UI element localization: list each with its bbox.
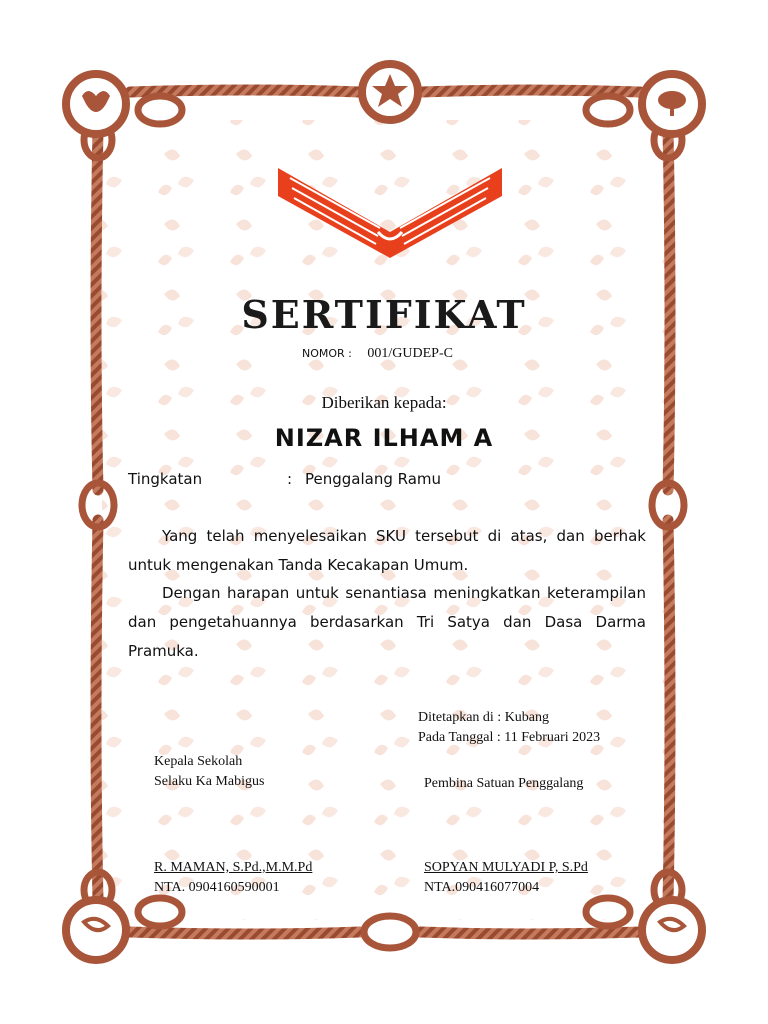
left-role-line-2: Selaku Ka Mabigus <box>154 774 265 789</box>
left-role-line-1: Kepala Sekolah <box>154 754 243 769</box>
tingkatan-value: Penggalang Ramu <box>305 470 442 488</box>
star-icon <box>362 64 418 120</box>
rope-right-lower <box>668 520 670 900</box>
buffalo-head-icon <box>66 74 126 134</box>
knot-icon <box>364 916 416 948</box>
certificate-title: SERTIFIKAT <box>241 292 527 337</box>
left-signatory <box>154 858 312 898</box>
nomor-value: 001/GUDEP-C <box>367 346 453 361</box>
issued-block <box>418 708 600 748</box>
banyan-tree-icon <box>642 74 702 134</box>
issued-place: Ditetapkan di : Kubang <box>418 710 550 725</box>
nomor-label: NOMOR : <box>302 347 352 360</box>
tingkatan-label: Tingkatan <box>128 470 203 488</box>
nomor-row <box>302 346 453 362</box>
given-to-label: Diberikan kepada: <box>321 393 447 412</box>
knot-icon <box>586 96 630 124</box>
right-signatory <box>424 858 588 898</box>
left-signatory-name: R. MAMAN, S.Pd.,M.M.Pd <box>154 860 313 875</box>
right-signatory-nta: NTA.090416077004 <box>424 880 540 895</box>
rope-bottom-left <box>130 932 360 934</box>
body-paragraph-1: Yang telah menyelesaikan SKU tersebut di atas, dan berhak untuk mengenakan Tanda Kecakapan Umum. <box>128 527 646 574</box>
right-signatory-name: SOPYAN MULYADI P, S.Pd <box>424 860 588 875</box>
rope-top-right <box>420 90 640 92</box>
issued-date: Pada Tanggal : 11 Februari 2023 <box>418 730 601 745</box>
body-paragraph-2: Dengan harapan untuk senantiasa meningkatkan keterampilan dan pengetahuannya berdasarkan Tri Satya dan Dasa Darma Pramuka. <box>128 584 646 660</box>
left-signatory-nta: NTA. 0904160590001 <box>154 880 280 895</box>
recipient-name: NIZAR ILHAM A <box>274 424 494 452</box>
right-signatory-role: Pembina Satuan Penggalang <box>424 776 584 791</box>
tingkatan-colon: : <box>287 470 293 488</box>
knot-icon <box>138 96 182 124</box>
left-signatory-role <box>154 752 264 792</box>
rope-left-lower <box>96 520 98 900</box>
rope-bottom-right <box>420 932 640 934</box>
rope-top-left <box>130 90 360 92</box>
